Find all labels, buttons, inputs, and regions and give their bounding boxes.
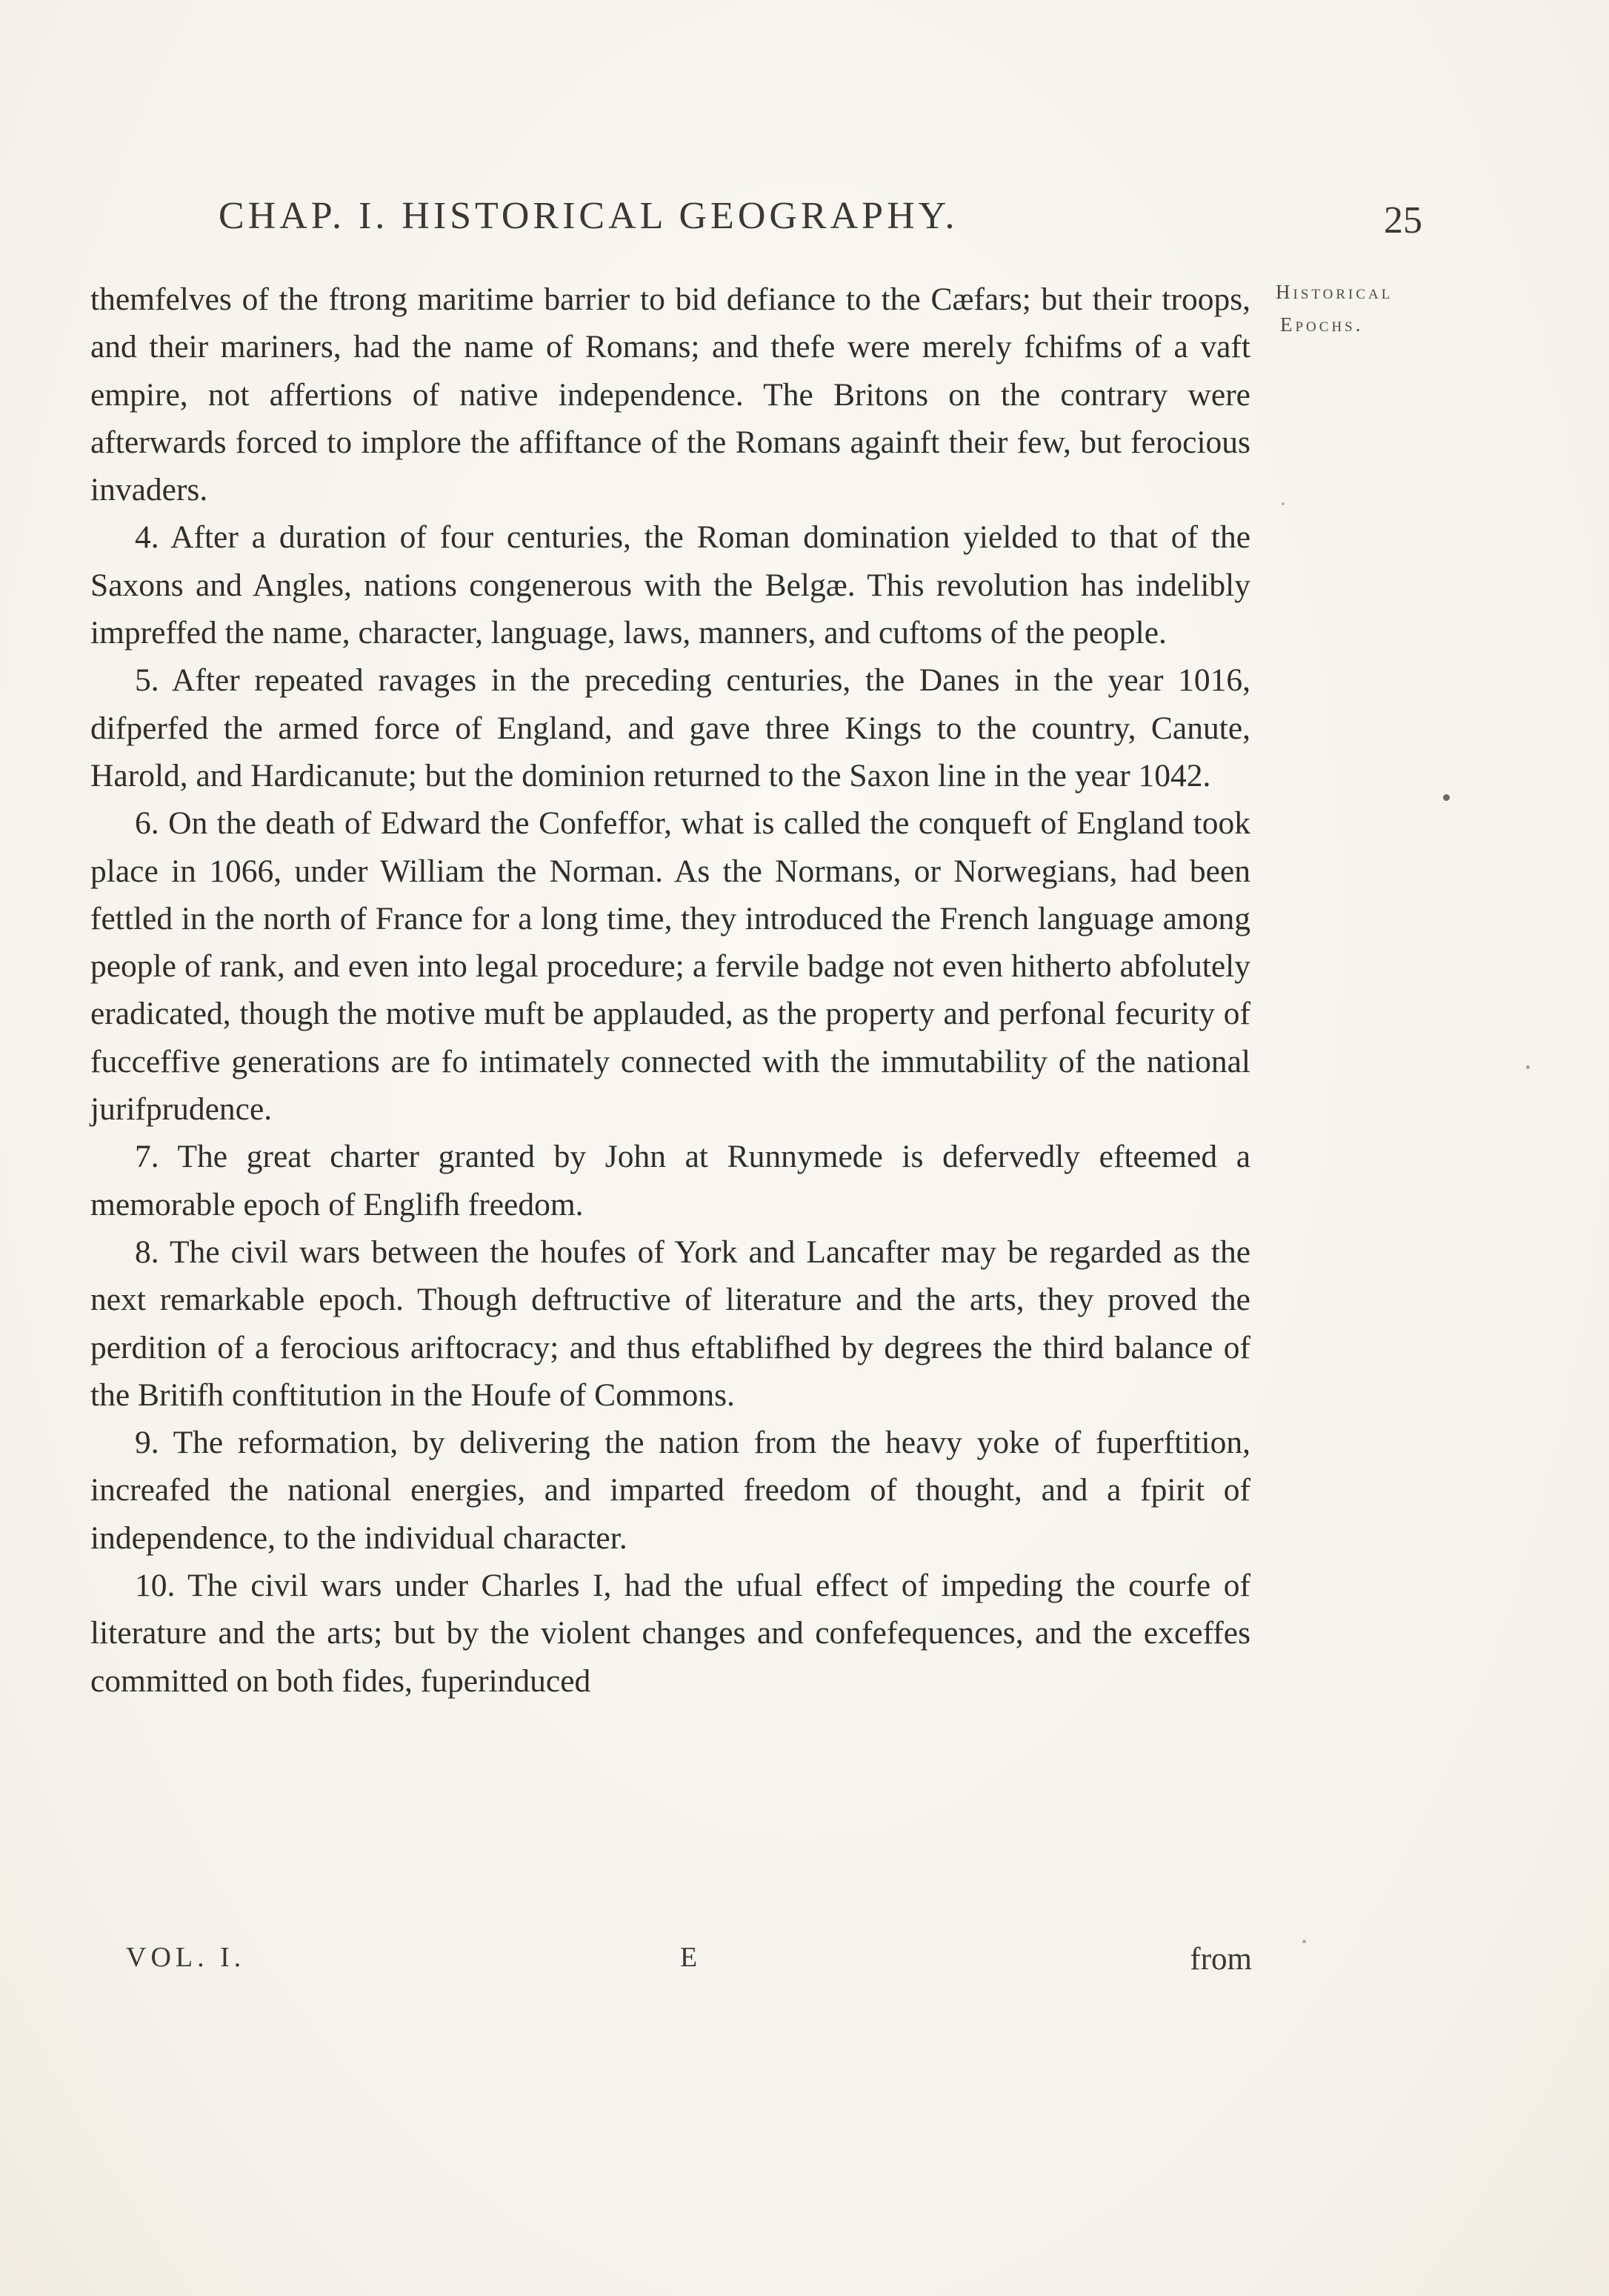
body-text (90, 276, 1250, 1705)
paragraph-6: 6. On the death of Edward the Confeffor, what is called the conqueft of England took place in 1066, under William the Norman. As the Normans, or Norwegians, had been fettled in the north of France for a long time, they introduced the French language among people of rank, and even into legal procedure; a fervile badge not even hitherto abfolutely eradicated, though the motive muft be applauded, as the property and perfonal fecurity of fucceffive generations are fo intimately connected with the immutability of the national jurifprudence. (90, 805, 1250, 1128)
signature-mark: E (680, 1942, 698, 1973)
running-head: CHAP. I. HISTORICAL GEOGRAPHY. (219, 195, 959, 237)
paragraph-continuation: themfelves of the ftrong maritime barrier to bid defiance to the Cæfars; but their troops, and their mariners, had the name of Romans; and thefe were merely fchifms of a vaft empire, not affertions of native independence. The Britons on the contrary were afterwards forced to implore the affiftance of the Romans againft their few, but ferocious invaders. (90, 282, 1250, 508)
margin-note (1276, 276, 1453, 341)
ink-speck (1526, 1065, 1530, 1069)
volume-label: VOL. I. (126, 1942, 246, 1973)
paragraph-9: 9. The reformation, by delivering the nation from the heavy yoke of fuperftition, increafed the national energies, and imparted freedom of thought, and a fpirit of independence, to the individual character. (90, 1425, 1250, 1556)
catchword: from (1190, 1942, 1252, 1977)
paragraph-10: 10. The civil wars under Charles I, had the ufual effect of impeding the courfe of literature and the arts; but by the violent changes and confefequences, and the exceffes committed on both fides, fuperinduced (90, 1568, 1250, 1699)
paragraph-5: 5. After repeated ravages in the preceding centuries, the Danes in the year 1016, difperfed the armed force of England, and gave three Kings to the country, Canute, Harold, and Hardicanute; but the dominion returned to the Saxon line in the year 1042. (90, 662, 1250, 793)
ink-speck (1302, 1940, 1306, 1943)
ink-speck (1282, 502, 1285, 505)
paragraph-4: 4. After a duration of four centuries, the Roman domination yielded to that of the Saxons and Angles, nations congenerous with the Belgæ. This revolution has indelibly impreffed the name, character, language, laws, manners, and cuftoms of the people. (90, 519, 1250, 651)
ink-speck (1443, 794, 1450, 801)
paragraph-8: 8. The civil wars between the houfes of York and Lancafter may be regarded as the next remarkable epoch. Though deftructive of literature and the arts, they proved the perdition of a ferocious ariftocracy; and thus eftablifhed by degrees the third balance of the Britifh conftitution in the Houfe of Commons. (90, 1234, 1250, 1413)
margin-note-line-2: Epochs. (1280, 313, 1364, 336)
paragraph-7: 7. The great charter granted by John at Runnymede is defervedly efteemed a memorable epoch of Englifh freedom. (90, 1139, 1250, 1222)
page-footer (126, 1941, 1252, 1986)
margin-note-line-1: Historical (1276, 281, 1393, 303)
page-number: 25 (1384, 199, 1422, 242)
